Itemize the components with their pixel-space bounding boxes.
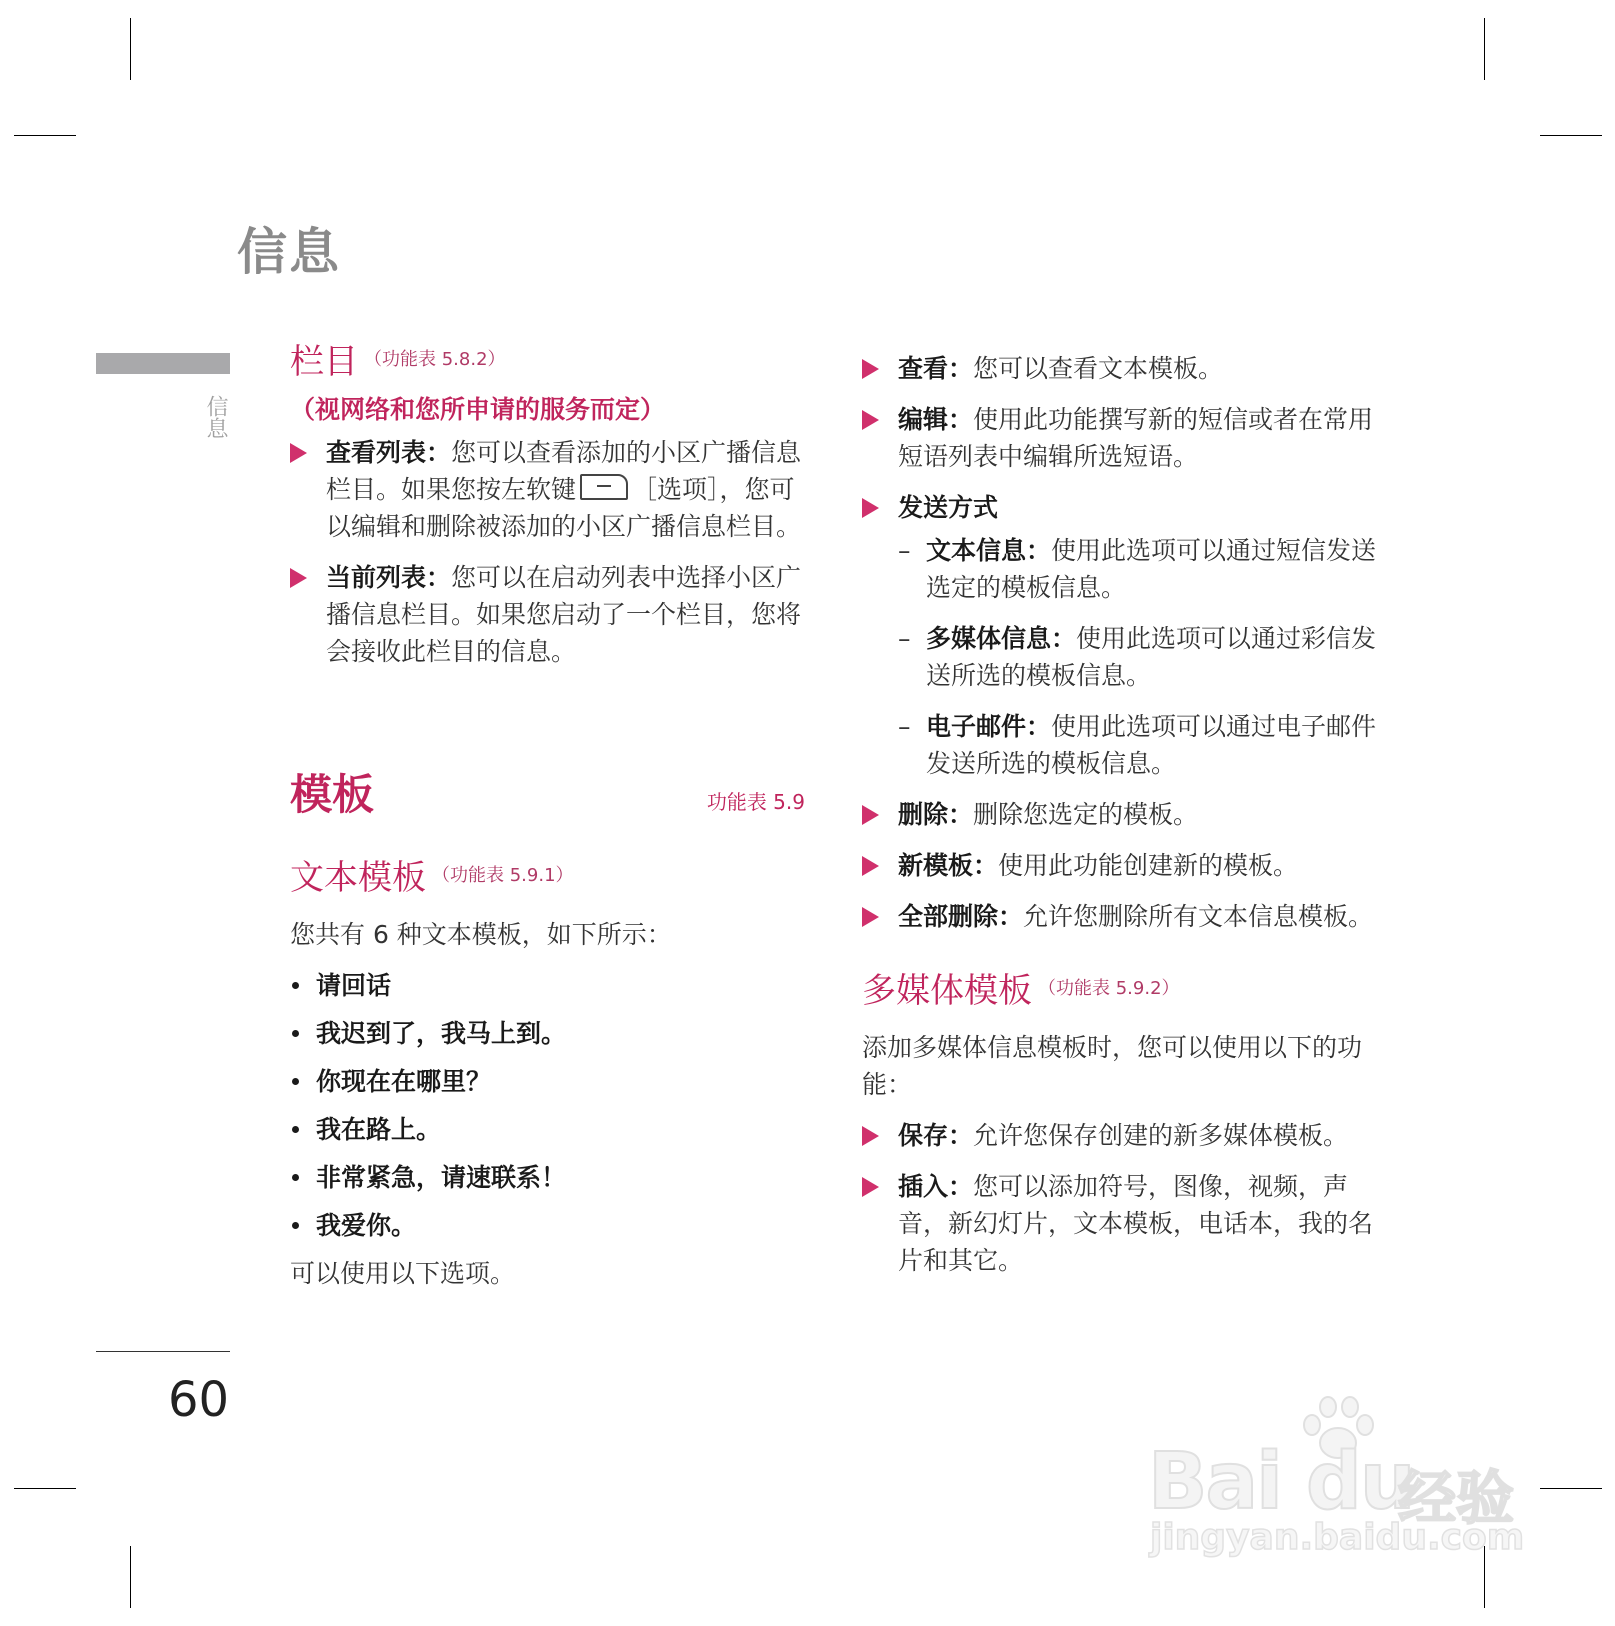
crop-mark (130, 18, 131, 80)
list-item (290, 1111, 805, 1148)
triangle-bullet-icon (290, 568, 307, 588)
template-text: 我迟到了，我马上到。 (316, 1019, 567, 1048)
bullet-dot-icon (292, 1030, 299, 1037)
menu-ref: （功能表 5.9.1） (432, 865, 574, 886)
bullet-dot-icon (292, 1222, 299, 1229)
triangle-bullet-icon (862, 359, 879, 379)
item-text: 允许您删除所有文本信息模板。 (1023, 902, 1374, 931)
side-tab-bar (96, 353, 230, 374)
triangle-bullet-icon (290, 443, 307, 463)
crop-mark (14, 1488, 76, 1489)
template-heading-row (290, 762, 805, 822)
item-term: 电子邮件： (926, 712, 1052, 741)
bullet-dot-icon (292, 1174, 299, 1181)
item-term: 全部删除： (898, 902, 1024, 931)
item-term: 发送方式 (898, 493, 999, 522)
triangle-bullet-icon (862, 1126, 879, 1146)
list-item (862, 1168, 1382, 1279)
dash-bullet: – (898, 712, 911, 741)
dash-bullet: – (898, 624, 911, 653)
menu-ref: 功能表 5.9 (706, 790, 805, 814)
list-item (862, 847, 1382, 884)
template-text: 你现在在哪里？ (316, 1067, 492, 1096)
item-term: 当前列表： (326, 563, 452, 592)
list-item (898, 532, 1382, 606)
text-template-intro: 您共有 6 种文本模板，如下所示： (290, 920, 672, 949)
heading-text: 多媒体模板 (862, 971, 1032, 1011)
bullet-dot-icon (292, 1078, 299, 1085)
side-tab-label: 信息 (203, 395, 228, 439)
options-intro: 可以使用以下选项。 (290, 1259, 516, 1288)
page-number: 60 (168, 1372, 230, 1428)
item-text: 您可以查看添加的小区广播信息栏目。如果您按左软键 (326, 438, 802, 504)
triangle-bullet-icon (862, 410, 879, 430)
mms-template-intro: 添加多媒体信息模板时，您可以使用以下的功能： (862, 1033, 1363, 1099)
page-title: 信息 (237, 223, 341, 281)
menu-ref: （功能表 5.8.2） (364, 349, 506, 370)
section-heading-text-template (290, 856, 805, 898)
list-item (862, 350, 1382, 387)
crop-mark (130, 1546, 131, 1608)
send-method-list (898, 532, 1382, 782)
item-term: 新模板： (898, 851, 999, 880)
item-text: 使用此选项可以通过短信发送选定的模板信息。 (926, 536, 1377, 602)
list-item (290, 1015, 805, 1052)
item-term: 编辑： (898, 405, 974, 434)
watermark-url: jingyan.baidu.com (1150, 1517, 1525, 1558)
item-term: 查看列表： (326, 438, 452, 467)
page-number-rule (96, 1351, 230, 1352)
item-term: 保存： (898, 1121, 974, 1150)
crop-mark (14, 135, 76, 136)
item-term: 多媒体信息： (926, 624, 1077, 653)
left-softkey-icon (580, 474, 628, 500)
item-text: 使用此功能撰写新的短信或者在常用短语列表中编辑所选短语。 (898, 405, 1374, 471)
list-item (290, 1063, 805, 1100)
item-term: 插入： (898, 1172, 974, 1201)
menu-ref: （功能表 5.9.2） (1038, 978, 1180, 999)
item-text: 使用此选项可以通过电子邮件发送所选的模板信息。 (926, 712, 1377, 778)
triangle-bullet-icon (862, 805, 879, 825)
item-term: 查看： (898, 354, 974, 383)
list-item (862, 796, 1382, 833)
item-text: 您可以查看文本模板。 (973, 354, 1224, 383)
list-item (290, 1159, 805, 1196)
list-item (898, 620, 1382, 694)
heading-text: 栏目 (290, 342, 358, 382)
item-term: 删除： (898, 800, 974, 829)
template-text: 非常紧急，请速联系！ (316, 1163, 567, 1192)
list-item (290, 967, 805, 1004)
lanmu-option-list (290, 434, 805, 670)
template-option-list (862, 350, 1382, 935)
bullet-dot-icon (292, 982, 299, 989)
watermark-cn: 经验 (1398, 1464, 1515, 1532)
item-text: 允许您保存创建的新多媒体模板。 (973, 1121, 1349, 1150)
template-text: 我在路上。 (316, 1115, 442, 1144)
item-text: ［选项］，您可以编辑和删除被添加的小区广播信息栏目。 (326, 475, 802, 541)
crop-mark (1540, 135, 1602, 136)
left-column (290, 340, 805, 1306)
list-item (862, 1117, 1382, 1154)
right-column (862, 350, 1382, 1293)
item-term: 文本信息： (926, 536, 1052, 565)
section-heading-lanmu (290, 340, 805, 382)
triangle-bullet-icon (862, 498, 879, 518)
list-item (290, 559, 805, 670)
triangle-bullet-icon (862, 1177, 879, 1197)
triangle-bullet-icon (862, 907, 879, 927)
item-text: 使用此功能创建新的模板。 (998, 851, 1299, 880)
list-item (862, 401, 1382, 475)
mms-option-list (862, 1117, 1382, 1279)
list-item (862, 898, 1382, 935)
watermark-brand: Bai du (1148, 1437, 1414, 1527)
item-text: 您可以添加符号，图像，视频，声音，新幻灯片，文本模板，电话本，我的名片和其它。 (898, 1172, 1374, 1275)
list-item (862, 489, 1382, 782)
template-text: 请回话 (316, 971, 392, 1000)
triangle-bullet-icon (862, 856, 879, 876)
item-text: 删除您选定的模板。 (973, 800, 1199, 829)
text-template-list (290, 967, 805, 1244)
crop-mark (1540, 1488, 1602, 1489)
dash-bullet: – (898, 536, 911, 565)
template-text: 我爱你。 (316, 1211, 417, 1240)
baidu-watermark (1148, 1395, 1525, 1565)
list-item (290, 1207, 805, 1244)
section-heading-mms-template (862, 969, 1382, 1011)
list-item (290, 434, 805, 545)
crop-mark (1484, 18, 1485, 80)
item-text: 您可以在启动列表中选择小区广播信息栏目。如果您启动了一个栏目，您将会接收此栏目的信息。 (326, 563, 802, 666)
item-text: 使用此选项可以通过彩信发送所选的模板信息。 (926, 624, 1377, 690)
section-heading-template: 模板 (290, 770, 375, 819)
list-item (898, 708, 1382, 782)
network-note: （视网络和您所申请的服务而定） (290, 395, 666, 424)
bullet-dot-icon (292, 1126, 299, 1133)
heading-text: 文本模板 (290, 858, 426, 898)
